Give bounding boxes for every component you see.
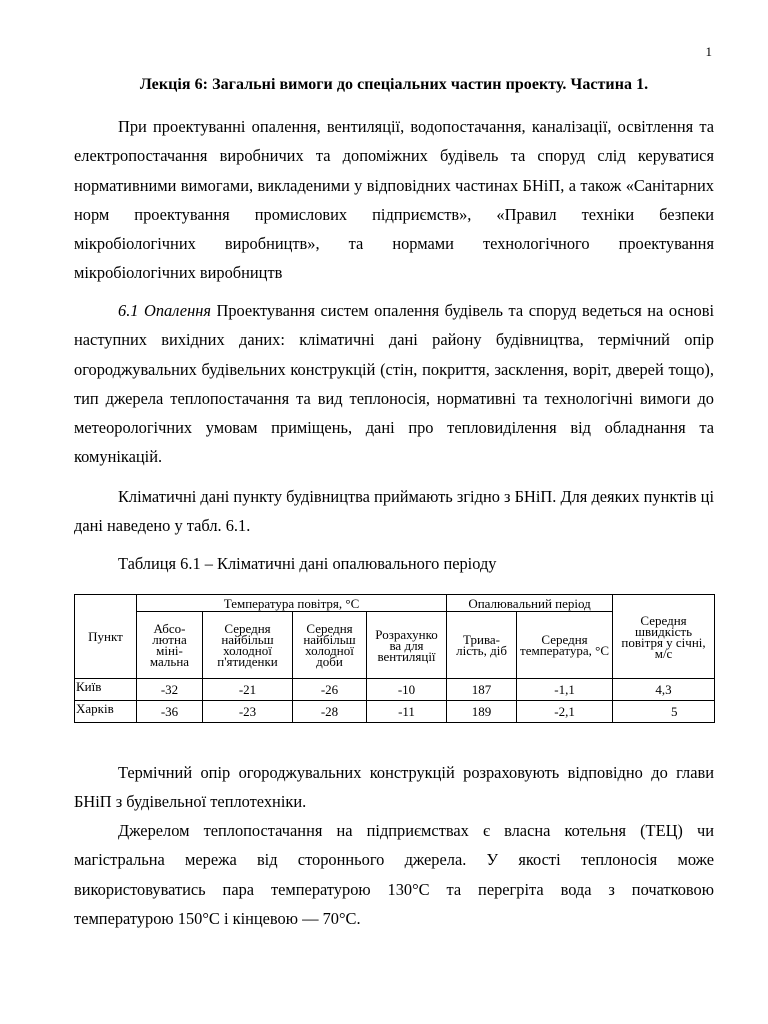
header-coldest-day: Середня найбільш холодної доби	[293, 612, 367, 679]
header-absolute-min: Абсо-лютна міні-мальна	[137, 612, 203, 679]
cell-ventilation: -10	[367, 679, 447, 701]
header-wind-speed: Середня швидкість повітря у січні, м/с	[613, 595, 715, 679]
header-coldest-5day: Середня найбільш холодної п'ятиденки	[203, 612, 293, 679]
cell-wind: 5	[613, 701, 715, 723]
header-ventilation: Розрахунко ва для вентиляції	[367, 612, 447, 679]
table-row	[75, 701, 715, 723]
cell-coldest-day: -26	[293, 679, 367, 701]
cell-coldest-day: -28	[293, 701, 367, 723]
cell-avg-temp: -1,1	[517, 679, 613, 701]
header-point: Пункт	[75, 595, 137, 679]
cell-wind: 4,3	[613, 679, 715, 701]
heating-paragraph	[74, 296, 714, 472]
header-duration: Трива-лість, діб	[447, 612, 517, 679]
header-heating-period-group: Опалювальний період	[447, 595, 613, 612]
table-caption: Таблиця 6.1 – Кліматичні дані опалювального періоду	[118, 554, 497, 573]
header-temperature-group: Температура повітря, °С	[137, 595, 447, 612]
table-row	[75, 679, 715, 701]
thermal-resistance-paragraph: Термічний опір огороджувальних конструкцій розраховують відповідно до глави БНіП з будівельної теплотехніки.	[74, 763, 714, 812]
lecture-title: Лекція 6: Загальні вимоги до спеціальних частин проекту. Частина 1.	[139, 76, 649, 93]
cell-ventilation: -11	[367, 701, 447, 723]
cell-city: Харків	[75, 701, 137, 723]
climate-data-table	[74, 594, 715, 723]
cell-duration: 187	[447, 679, 517, 701]
intro-paragraph: При проектуванні опалення, вентиляції, водопостачання, каналізації, освітлення та електропостачання виробничих та допоміжних будівель та споруд слід керуватися нормативними вимогами, викладеними у відповідних частинах БНіП, а також «Санітарних норм проектування промислових підприємств», «Правил техніки безпеки мікробіологічних виробництв», та нормами технологічного проектування мікробіологічних виробництв	[74, 117, 714, 283]
cell-coldest-5day: -21	[203, 679, 293, 701]
cell-abs-min: -36	[137, 701, 203, 723]
cell-city: Київ	[75, 679, 137, 701]
cell-coldest-5day: -23	[203, 701, 293, 723]
cell-avg-temp: -2,1	[517, 701, 613, 723]
heating-paragraph-text: Проектування систем опалення будівель та споруд ведеться на основі наступних вихідних даних: кліматичні дані району будівництва, термічний опір огороджувальних будівельних конструкцій (стін, покриття, засклення, воріт, дверей тощо), тип джерела теплопостачання та вид теплоносія, нормативні та технологічні вимоги до метеорологічних умовам приміщень, дані про тепловиділення від обладнання та комунікацій.	[74, 301, 714, 467]
section-heading-heating: 6.1 Опалення	[118, 301, 211, 320]
page-number: 1	[705, 44, 712, 59]
header-avg-temperature: Середня температура, °С	[517, 612, 613, 679]
climate-data-paragraph: Кліматичні дані пункту будівництва приймають згідно з БНіП. Для деяких пунктів ці дані наведено у табл. 6.1.	[74, 487, 714, 536]
cell-abs-min: -32	[137, 679, 203, 701]
heat-source-paragraph: Джерелом теплопостачання на підприємствах є власна котельня (ТЕЦ) чи магістральна мережа від стороннього джерела. У якості теплоносія може використовуватись пара температурою 130°С та перегріта вода з початковою температурою 150°С і кінцевою — 70°С.	[74, 821, 714, 928]
cell-duration: 189	[447, 701, 517, 723]
